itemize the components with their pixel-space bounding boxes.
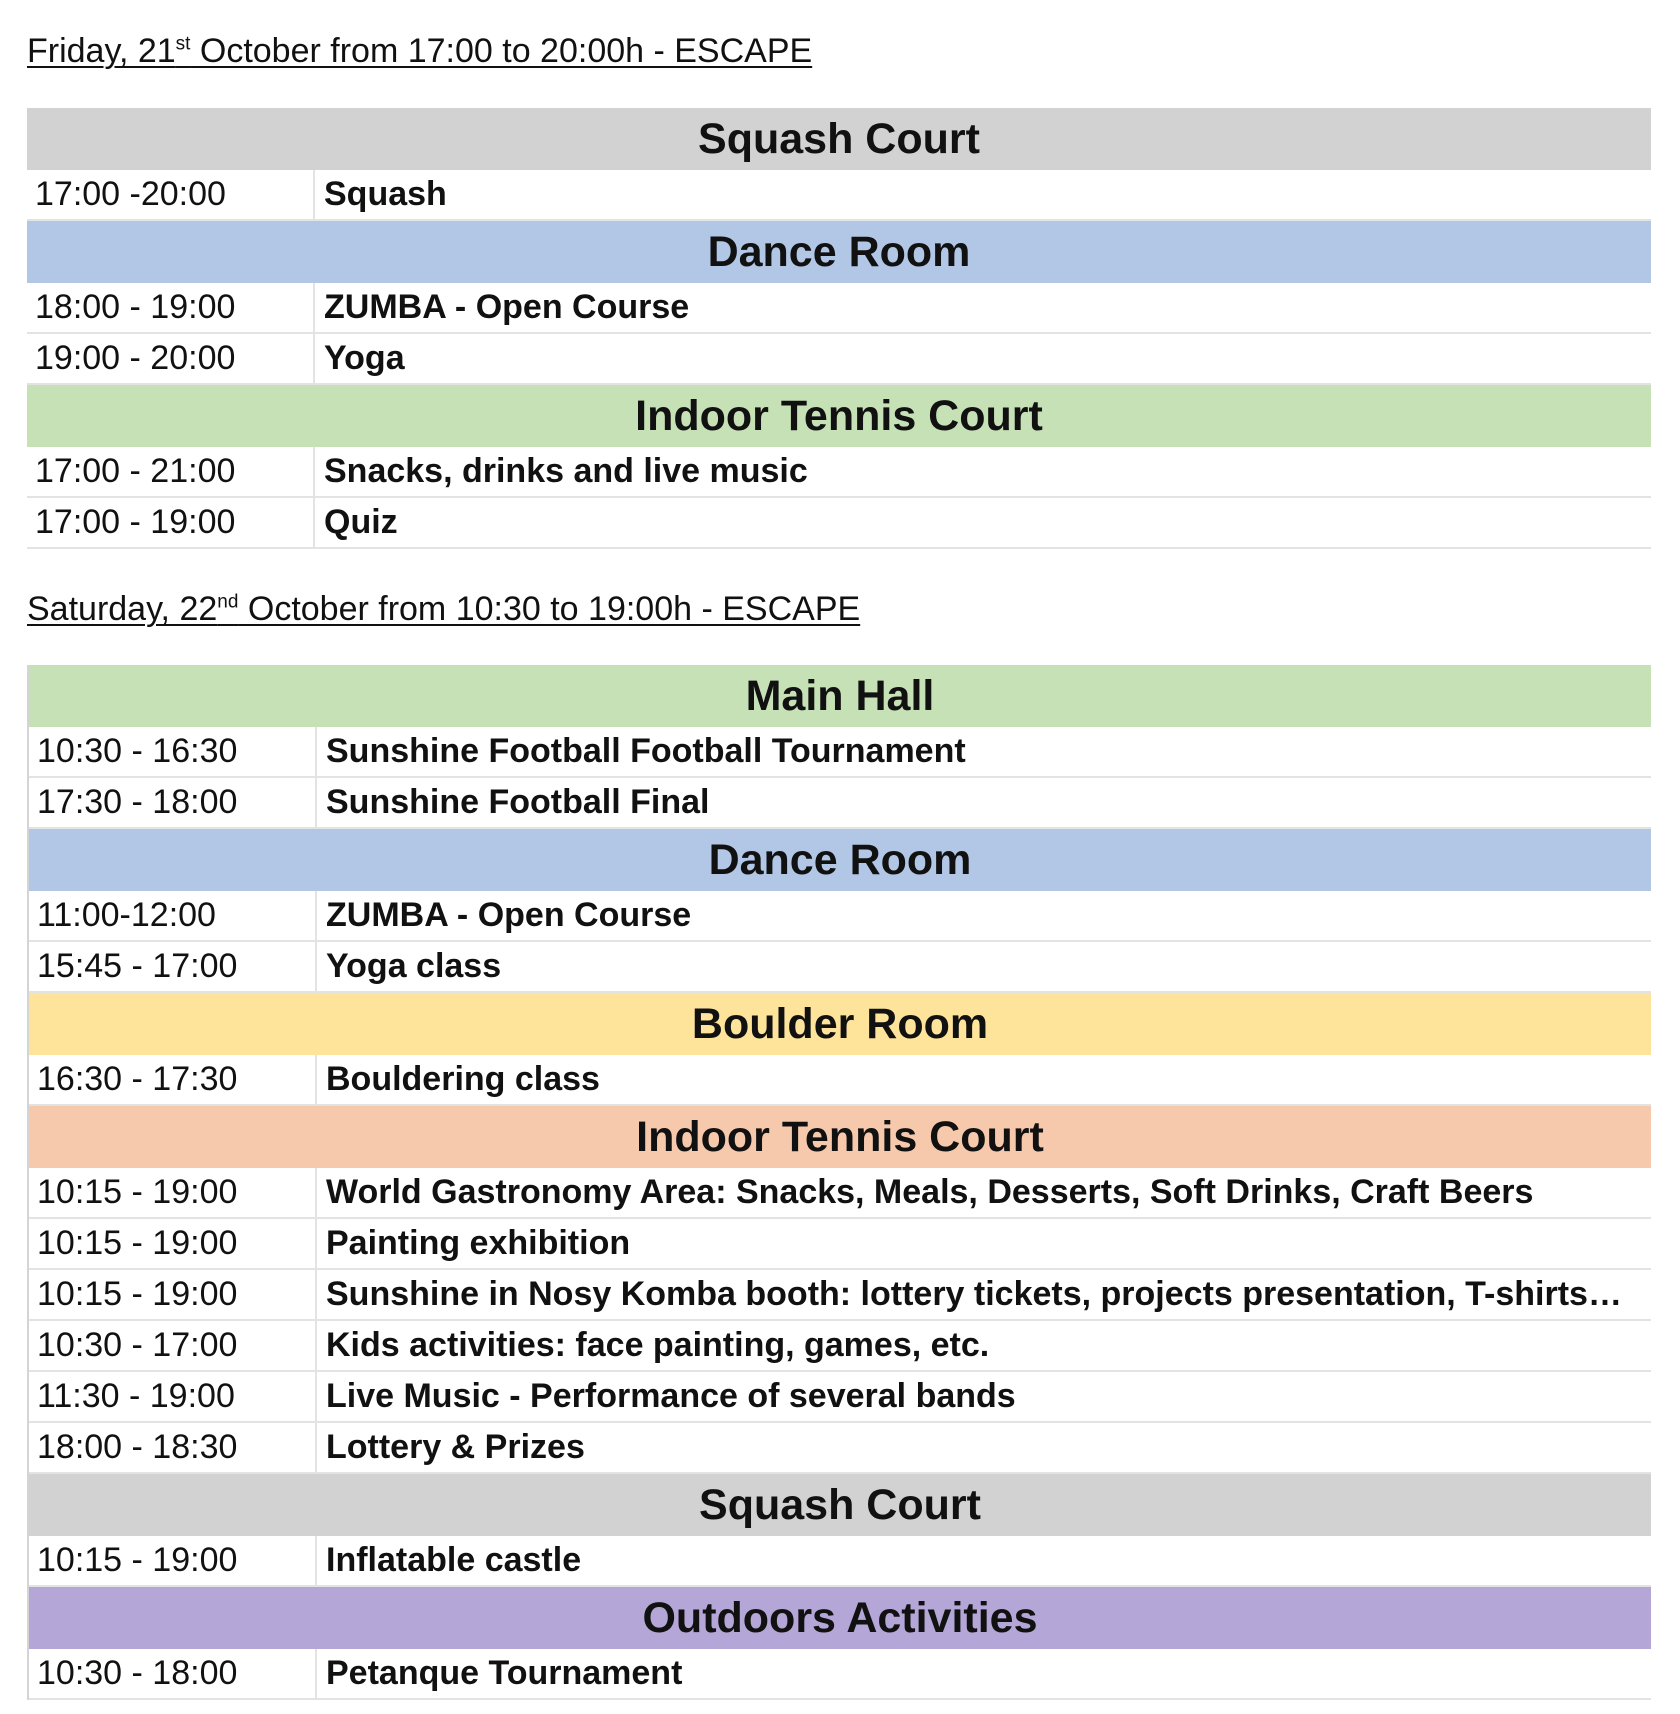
day2-heading	[27, 589, 860, 629]
event-row	[29, 1321, 1651, 1372]
day2-schedule-table	[27, 665, 1651, 1700]
event-time: 16:30 - 17:30	[29, 1055, 317, 1104]
day1-heading	[27, 31, 812, 71]
event-activity: Squash	[324, 175, 447, 213]
event-time: 18:00 - 18:30	[29, 1423, 317, 1472]
event-activity: World Gastronomy Area: Snacks, Meals, Desserts, Soft Drinks, Craft Beers	[326, 1173, 1534, 1211]
event-activity: Quiz	[324, 503, 398, 541]
room-header-dance-room: Dance Room	[27, 221, 1651, 283]
event-row	[29, 727, 1651, 778]
day2-heading-ordinal: nd	[217, 591, 239, 613]
room-header-indoor-tennis-court: Indoor Tennis Court	[29, 1106, 1651, 1168]
event-time: 11:30 - 19:00	[29, 1372, 317, 1421]
event-row	[29, 1168, 1651, 1219]
event-time: 17:00 -20:00	[27, 170, 315, 219]
event-time: 10:30 - 17:00	[29, 1321, 317, 1370]
room-header-main-hall: Main Hall	[29, 665, 1651, 727]
event-activity: Kids activities: face painting, games, etc.	[326, 1326, 990, 1364]
event-activity: Sunshine Football Football Tournament	[326, 732, 966, 770]
day1-schedule-table	[27, 108, 1651, 549]
event-activity: Bouldering class	[326, 1060, 600, 1098]
event-row	[27, 498, 1651, 549]
event-activity: Sunshine Football Final	[326, 783, 710, 821]
event-row	[29, 1270, 1651, 1321]
day1-heading-rest: October from 17:00 to 20:00h - ESCAPE	[190, 32, 813, 70]
day2-heading-text: Saturday, 22	[27, 590, 218, 628]
event-time: 17:30 - 18:00	[29, 778, 317, 827]
event-row	[29, 1055, 1651, 1106]
event-time: 10:15 - 19:00	[29, 1270, 317, 1319]
event-activity: Sunshine in Nosy Komba booth: lottery tickets, projects presentation, T-shirts…	[326, 1275, 1622, 1313]
event-row	[29, 1372, 1651, 1423]
event-time: 17:00 - 19:00	[27, 498, 315, 547]
room-header-outdoors-activities: Outdoors Activities	[29, 1587, 1651, 1649]
event-row	[27, 447, 1651, 498]
room-header-boulder-room: Boulder Room	[29, 993, 1651, 1055]
event-activity: ZUMBA - Open Course	[326, 896, 692, 934]
event-time: 15:45 - 17:00	[29, 942, 317, 991]
event-time: 10:30 - 18:00	[29, 1649, 317, 1698]
event-time: 10:30 - 16:30	[29, 727, 317, 776]
event-activity: Yoga	[324, 339, 405, 377]
event-time: 19:00 - 20:00	[27, 334, 315, 383]
day2-heading-rest: October from 10:30 to 19:00h - ESCAPE	[238, 590, 861, 628]
event-activity: Petanque Tournament	[326, 1654, 683, 1692]
room-header-indoor-tennis-court: Indoor Tennis Court	[27, 385, 1651, 447]
event-row	[29, 778, 1651, 829]
event-time: 10:15 - 19:00	[29, 1168, 317, 1217]
event-row	[27, 283, 1651, 334]
event-activity: Lottery & Prizes	[326, 1428, 585, 1466]
event-activity: Painting exhibition	[326, 1224, 631, 1262]
room-header-squash-court: Squash Court	[29, 1474, 1651, 1536]
event-row	[29, 891, 1651, 942]
event-activity: Live Music - Performance of several bands	[326, 1377, 1016, 1415]
event-row	[27, 170, 1651, 221]
room-header-dance-room: Dance Room	[29, 829, 1651, 891]
room-header-squash-court: Squash Court	[27, 108, 1651, 170]
event-time: 17:00 - 21:00	[27, 447, 315, 496]
event-activity: Yoga class	[326, 947, 502, 985]
event-activity: Inflatable castle	[326, 1541, 582, 1579]
event-row	[29, 1219, 1651, 1270]
event-row	[29, 942, 1651, 993]
event-activity: Snacks, drinks and live music	[324, 452, 808, 490]
day1-heading-ordinal: st	[175, 33, 191, 55]
event-activity: ZUMBA - Open Course	[324, 288, 690, 326]
event-row	[29, 1536, 1651, 1587]
event-row	[29, 1649, 1651, 1700]
day1-heading-text: Friday, 21	[27, 32, 176, 70]
event-time: 18:00 - 19:00	[27, 283, 315, 332]
event-row	[27, 334, 1651, 385]
event-time: 10:15 - 19:00	[29, 1219, 317, 1268]
event-time: 10:15 - 19:00	[29, 1536, 317, 1585]
event-time: 11:00-12:00	[29, 891, 317, 940]
event-row	[29, 1423, 1651, 1474]
